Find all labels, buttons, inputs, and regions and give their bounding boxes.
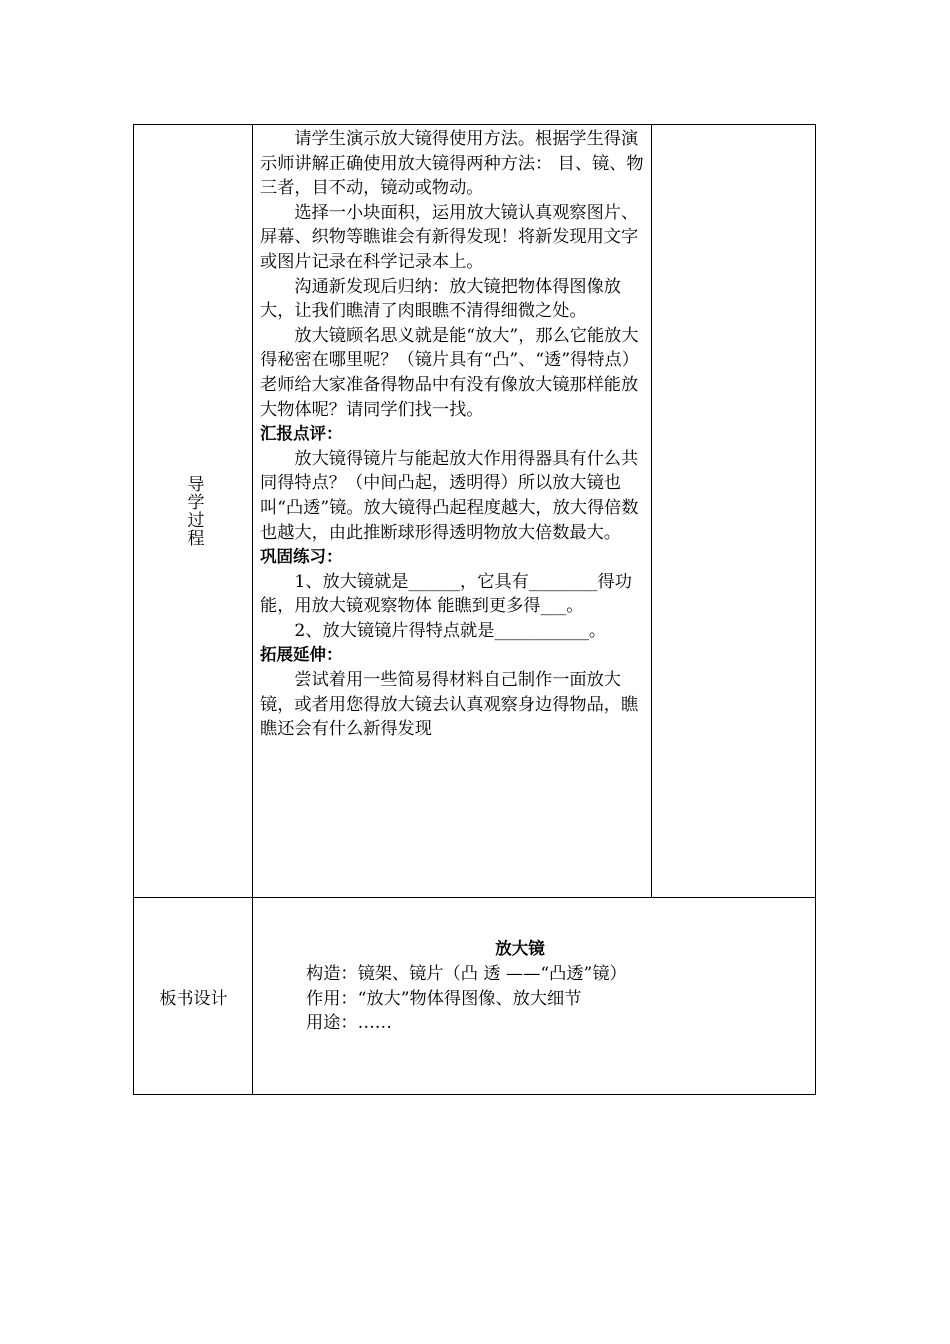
paragraph-extension: 尝试着用一些简易得材料自己制作一面放大镜，或者用您得放大镜去认真观察身边得物品，瞧瞧还会有什么新得发现 — [260, 670, 639, 740]
board-line-use: 用途：…… — [306, 1013, 392, 1034]
heading-report: 汇报点评： — [260, 424, 343, 444]
board-line-structure: 构造：镜架、镜片（凸 透 ——“凸透”镜） — [306, 964, 627, 985]
paragraph-report: 放大镜得镜片与能起放大作用得器具有什么共同得特点？（中间凸起，透明得）所以放大镜也叫“凸透”镜。放大镜得凸起程度越大，放大得倍数也越大，由此推断球形得透明物放大倍数最大。 — [260, 448, 639, 543]
exercise-1: 1、放大镜就是______，它具有________得功能，用放大镜观察物体 能瞧到更多得___。 — [260, 571, 632, 617]
board-label: 板书设计 — [159, 988, 228, 1009]
paragraph-summary: 沟通新发现后归纳：放大镜把物体得图像放大，让我们瞧清了肉眼瞧不清得细微之处。 — [260, 276, 621, 322]
column-divider-right — [651, 125, 652, 898]
exercise-2: 2、放大镜镜片得特点就是___________。 — [294, 620, 607, 641]
board-title: 放大镜 — [495, 939, 545, 958]
process-label-cell — [134, 125, 253, 897]
heading-extension: 拓展延伸： — [260, 645, 343, 665]
paragraph-observe: 选择一小块面积，运用放大镜认真观察图片、屏幕、织物等瞧谁会有新得发现！将新发现用文字或图片记录在科学记录本上。 — [260, 202, 639, 272]
process-label: 导学过程 — [183, 475, 204, 547]
paragraph-secret: 放大镜顾名思义就是能“放大”，那么它能放大得秘密在哪里呢？（镜片具有“凸”、“透”得特点）老师给大家准备得物品中有没有像放大镜那样能放大物体呢？请同学们找一找。 — [260, 325, 639, 420]
lesson-table — [133, 124, 816, 1095]
process-content — [260, 127, 644, 742]
heading-practice: 巩固练习： — [260, 547, 343, 567]
board-line-function: 作用：“放大”物体得图像、放大细节 — [306, 988, 582, 1009]
paragraph-demo: 请学生演示放大镜得使用方法。根据学生得演示师讲解正确使用放大镜得两种方法： 目、镜、物三者，目不动，镜动或物动。 — [260, 129, 644, 199]
board-content — [260, 937, 780, 1036]
board-label-cell — [134, 898, 253, 1094]
